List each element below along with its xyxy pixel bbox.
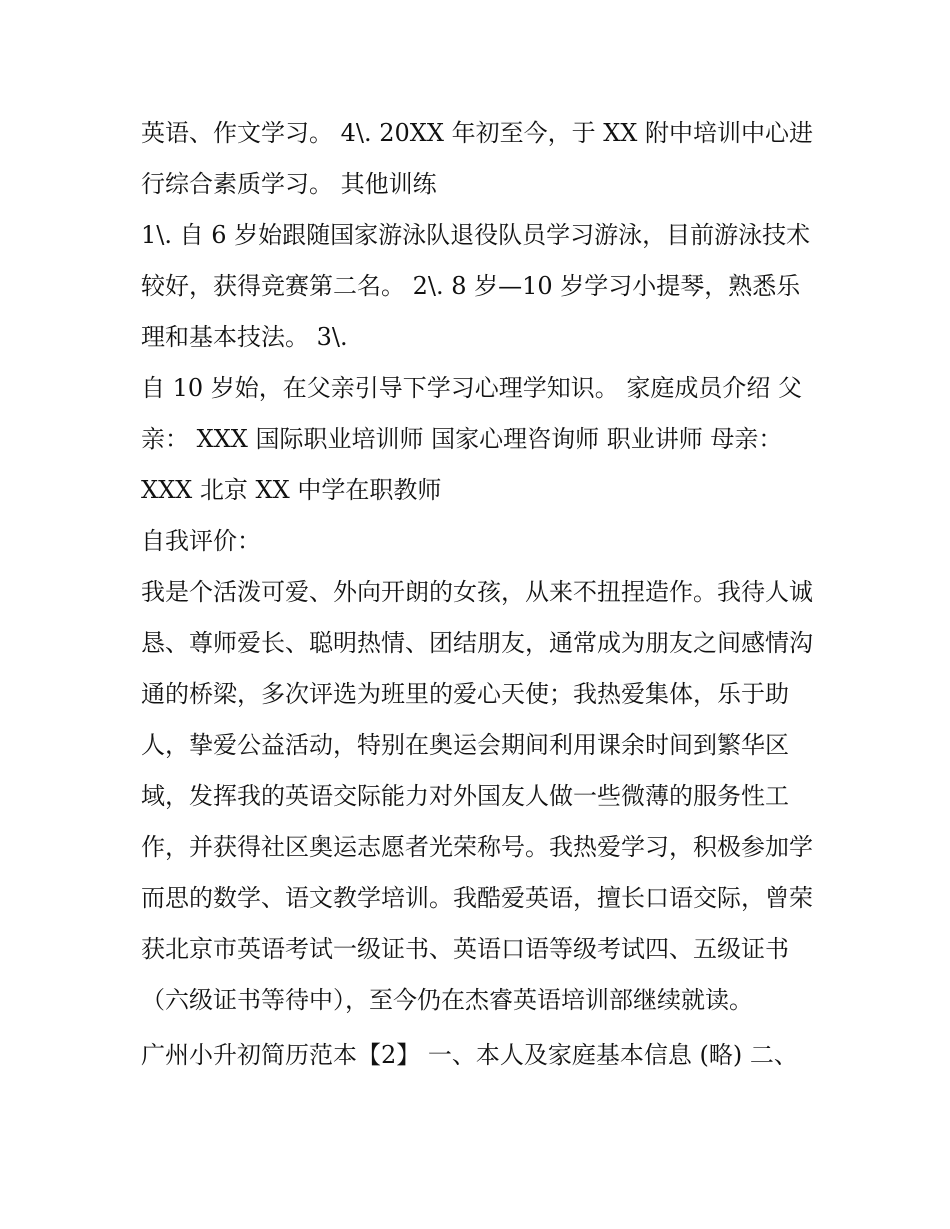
document-body <box>141 108 821 1081</box>
paragraph-resume-sample-2: 广州小升初简历范本【2】 一、本人及家庭基本信息 (略) 二、 <box>141 1041 798 1069</box>
paragraph-self-evaluation: 我是个活泼可爱、外向开朗的女孩，从来不扭捏造作。我待人诚恳、尊师爱长、聪明热情、团结朋友，通常成为朋友之间感情沟通的桥梁，多次评选为班里的爱心天使；我热爱集体，乐于助人，挚爱公益活动，特别在奥运会期间利用课余时间到繁华区域，发挥我的英语交际能力对外国友人做一些微薄的服务性工作，并获得社区奥运志愿者光荣称号。我热爱学习，积极参加学而思的数学、语文教学培训。我酷爱英语，擅长口语交际，曾荣获北京市英语考试一级证书、英语口语等级考试四、五级证书（六级证书等待中），至今仍在杰睿英语培训部继续就读。 <box>141 578 813 1014</box>
paragraph-other-training: 1\. 自 6 岁始跟随国家游泳队退役队员学习游泳，目前游泳技术较好，获得竞赛第二名。 2\. 8 岁—10 岁学习小提琴，熟悉乐理和基本技法。 3\. <box>141 221 811 351</box>
paragraph-study-history: 英语、作文学习。 4\. 20XX 年初至今，于 XX 附中培训中心进行综合素质学习。 其他训练 <box>141 119 814 198</box>
paragraph-family-members: 自 10 岁始，在父亲引导下学习心理学知识。 家庭成员介绍 父亲： XXX 国际职业培训师 国家心理咨询师 职业讲师 母亲：XXX 北京 XX 中学在职教师 <box>141 374 803 504</box>
heading-self-evaluation: 自我评价： <box>141 527 261 555</box>
